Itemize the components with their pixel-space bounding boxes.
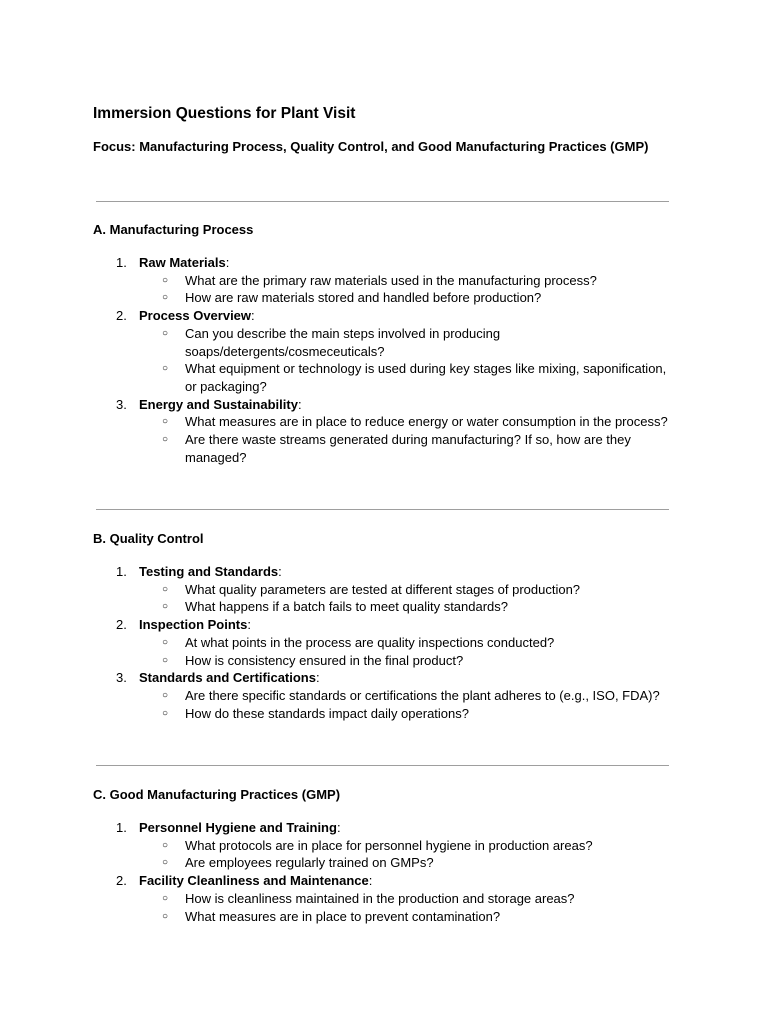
question-item: ○ At what points in the process are quality inspections conducted? [162, 634, 555, 650]
question-item: ○ What happens if a batch fails to meet quality standards? [162, 599, 509, 615]
question-item: ○ How is cleanliness maintained in the production and storage areas? [162, 890, 575, 906]
question-list [139, 413, 693, 466]
question-item: ○ How are raw materials stored and handled before production? [162, 290, 542, 306]
list-item: 1. Personnel Hygiene and Training: ○ What protocols are in place for personnel hygiene in production areas? ○ Are employees regularly trained on GMPs? [93, 819, 693, 872]
list-item: 3. Energy and Sustainability: ○ What measures are in place to reduce energy or water consumption in the process? ○ Are there waste streams generated during manufacturing? If so, how are they managed? [93, 396, 693, 467]
quality-control-list [93, 563, 693, 722]
item-number: 2. [116, 308, 127, 324]
question-item: ○ What quality parameters are tested at different stages of production? [162, 581, 581, 597]
bullet-circle-icon: ○ [162, 601, 169, 613]
question-list [139, 272, 693, 307]
question-item: ○ What equipment or technology is used during key stages like mixing, saponification, or packaging? [162, 361, 667, 394]
section-divider [96, 201, 669, 202]
question-list [139, 325, 693, 396]
bullet-circle-icon: ○ [162, 636, 169, 648]
bullet-circle-icon: ○ [162, 707, 169, 719]
list-item: 2. Process Overview: ○ Can you describe the main steps involved in producing soaps/detergents/cosmeceuticals? ○ What equipment or technology is used during key stages like mixing, saponification, or packaging? [93, 307, 693, 396]
item-title-standards-certifications: Standards and Certifications [139, 670, 316, 686]
item-number: 3. [116, 670, 127, 686]
bullet-circle-icon: ○ [162, 274, 169, 286]
section-heading-quality-control: B. Quality Control [93, 531, 204, 546]
item-number: 1. [116, 820, 127, 835]
question-list [139, 837, 693, 872]
bullet-circle-icon: ○ [162, 583, 169, 595]
bullet-circle-icon: ○ [162, 434, 169, 446]
section-divider [96, 509, 669, 510]
bullet-circle-icon: ○ [162, 416, 169, 428]
question-item: ○ What measures are in place to reduce energy or water consumption in the process? [162, 414, 668, 430]
item-title-raw-materials: Raw Materials [139, 255, 226, 270]
focus-statement: Focus: Manufacturing Process, Quality Control, and Good Manufacturing Practices (GMP) [93, 139, 649, 154]
list-item: 2. Inspection Points: ○ At what points in the process are quality inspections conducted? ○ How is consistency ensured in the final product? [93, 616, 693, 669]
list-item: 2. Facility Cleanliness and Maintenance: ○ How is cleanliness maintained in the production and storage areas? ○ What measures are in place to prevent contamination? [93, 872, 693, 925]
list-item: 1. Raw Materials: ○ What are the primary raw materials used in the manufacturing process? ○ How are raw materials stored and handled before production? [93, 254, 693, 307]
question-item: ○ What measures are in place to prevent contamination? [162, 908, 501, 924]
question-item: ○ Are there waste streams generated during manufacturing? If so, how are they managed? [162, 432, 631, 465]
question-list [139, 890, 693, 925]
item-title-facility-cleanliness: Facility Cleanliness and Maintenance [139, 873, 369, 889]
question-item: ○ Are there specific standards or certifications the plant adheres to (e.g., ISO, FDA)? [162, 687, 660, 703]
item-number: 1. [116, 255, 127, 270]
item-number: 1. [116, 564, 127, 579]
section-heading-manufacturing-process: A. Manufacturing Process [93, 222, 254, 237]
bullet-circle-icon: ○ [162, 363, 169, 375]
bullet-circle-icon: ○ [162, 689, 169, 701]
bullet-circle-icon: ○ [162, 839, 169, 851]
question-item: ○ Can you describe the main steps involved in producing soaps/detergents/cosmeceuticals? [162, 325, 501, 359]
question-list [139, 687, 693, 722]
item-title-testing-standards: Testing and Standards [139, 564, 279, 579]
list-item: 3. Standards and Certifications: ○ Are there specific standards or certifications the plant adheres to (e.g., ISO, FDA)? ○ How do these standards impact daily operations? [93, 669, 693, 722]
item-number: 2. [116, 617, 127, 633]
question-item: ○ How is consistency ensured in the final product? [162, 652, 464, 668]
section-divider [96, 765, 669, 766]
document-title: Immersion Questions for Plant Visit [93, 105, 356, 122]
question-item: ○ What protocols are in place for personnel hygiene in production areas? [162, 837, 593, 853]
question-list [139, 634, 693, 669]
item-number: 2. [116, 873, 127, 889]
question-item: ○ What are the primary raw materials used in the manufacturing process? [162, 272, 597, 288]
bullet-circle-icon: ○ [162, 857, 169, 869]
bullet-circle-icon: ○ [162, 892, 169, 904]
section-heading-gmp: C. Good Manufacturing Practices (GMP) [93, 787, 341, 802]
question-item: ○ How do these standards impact daily operations? [162, 705, 469, 721]
item-number: 3. [116, 396, 127, 412]
bullet-circle-icon: ○ [162, 327, 169, 339]
manufacturing-process-list [93, 254, 693, 466]
list-item: 1. Testing and Standards: ○ What quality parameters are tested at different stages of production? ○ What happens if a batch fails to meet quality standards? [93, 563, 693, 616]
item-title-inspection-points: Inspection Points [139, 617, 248, 633]
question-item: ○ Are employees regularly trained on GMPs? [162, 855, 434, 871]
item-title-energy-sustainability: Energy and Sustainability [139, 396, 298, 412]
item-title-process-overview: Process Overview [139, 308, 252, 324]
gmp-list [93, 819, 693, 925]
bullet-circle-icon: ○ [162, 654, 169, 666]
bullet-circle-icon: ○ [162, 292, 169, 304]
item-title-personnel-hygiene: Personnel Hygiene and Training [139, 820, 337, 835]
question-list [139, 581, 693, 616]
bullet-circle-icon: ○ [162, 910, 169, 922]
